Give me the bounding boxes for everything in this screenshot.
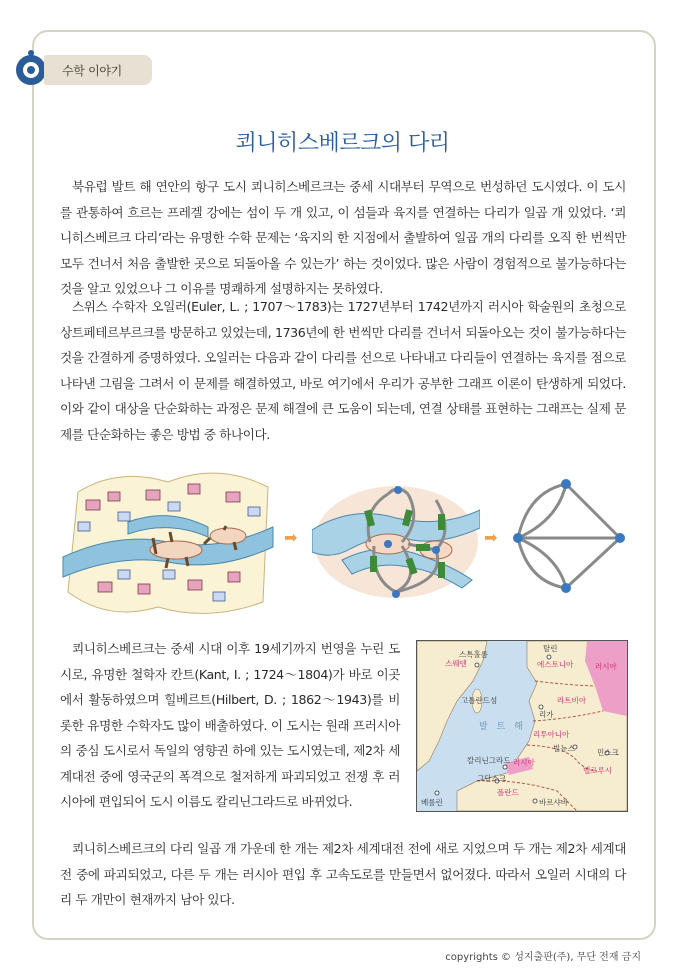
map-label: 베를린 xyxy=(421,798,443,807)
paragraph-bridges-today: 쾨니히스베르크의 다리 일곱 개 가운데 한 개는 제2차 세계대전 전에 새로 지었으며 두 개는 제2차 세계대전 중에 파괴되었고, 다른 두 개는 러시아 편입 후 고속도로를 만들면서 없어졌다. 따라서 오일러 시대의 다리 두 개만이 현재까지 남아 있다. xyxy=(60,841,626,907)
map-label: 스웨덴 xyxy=(445,659,467,668)
map-label: 발 트 해 xyxy=(479,722,526,732)
map-label: 민스크 xyxy=(597,748,619,757)
graph-node xyxy=(513,533,523,543)
map-label: 라트비아 xyxy=(557,696,586,705)
map-label: 고틀란드섬 xyxy=(461,696,498,705)
arrow-right-icon: ➡ xyxy=(284,528,298,547)
baltic-region-map xyxy=(416,640,628,812)
paragraph-history: 쾨니히스베르크는 중세 시대 이후 19세기까지 번영을 누린 도시로, 유명한 철학자 칸트(Kant, I. ; 1724～1804)가 바로 이곳에서 활동하였으며 힐베르트(Hilbert, D. ; 1862～1943)를 비롯한 유명한 수학자도 많이 배출하였다. 이 도시는 원래 프러시아의 중심 도시로서 독일의 영향권 하에 있는 도시였는데, 제2차 세계대전 중에 영국군의 폭격으로 철저하게 파괴되었고 전쟁 후 러시아에 편입되어 도시 이름도 칼리닌그라드로 바뀌었다. xyxy=(60,641,400,809)
map-label: 리가 xyxy=(539,710,554,719)
map-label: 빌뉴스 xyxy=(553,744,575,753)
arrow-right-icon: ➡ xyxy=(484,528,498,547)
page-title: 쾨니히스베르크의 다리 xyxy=(235,131,450,156)
map-label: 러시아 xyxy=(595,662,617,671)
map-label: 탈린 xyxy=(543,644,558,653)
map-label: 리투아니아 xyxy=(533,730,570,739)
map-label: 스톡홀름 xyxy=(459,650,488,659)
map-label: 폴란드 xyxy=(497,788,519,797)
graph-node xyxy=(615,533,625,543)
map-label: 벨로루시 xyxy=(583,766,612,775)
section-label: 수학 이야기 xyxy=(62,64,122,78)
map-label: 바르샤바 xyxy=(539,798,568,807)
map-label: 러시아 xyxy=(513,758,535,767)
graph-node xyxy=(561,479,571,489)
paragraph-intro: 북유럽 발트 해 연안의 항구 도시 쾨니히스베르크는 중세 시대부터 무역으로 번성하던 도시였다. 이 도시를 관통하여 흐르는 프레겔 강에는 섬이 두 개 있고, 이 섬들과 육지를 연결하는 다리가 일곱 개 있었다. ‘쾨니히스베르크 다리’라는 유명한 수학 문제는 ‘육지의 한 지점에서 출발하여 일곱 개의 다리를 오직 한 번씩만 모두 건너서 처음 출발한 곳으로 되돌아올 수 있는가’ 하는 것이었다. 많은 사람이 경험적으로 불가능하다는 것을 알고 있었으나 그 이유를 명쾌하게 설명하지는 못하였다. xyxy=(60,179,626,296)
konigsberg-city-illustration xyxy=(58,462,278,620)
map-label: 그단스크 xyxy=(477,774,506,783)
copyright-notice: copyrights © 성지출판(주), 무단 전재 금지 xyxy=(445,952,641,963)
river-bridges-diagram xyxy=(312,470,480,610)
graph-node xyxy=(561,583,571,593)
section-tab xyxy=(44,55,152,85)
euler-graph-diagram xyxy=(508,470,634,610)
paragraph-euler: 스위스 수학자 오일러(Euler, L. ; 1707～1783)는 1727년부터 1742년까지 러시아 학술원의 초청으로 상트페테르부르크를 방문하고 있었는데, 1736년에 한 번씩만 다리를 건너서 되돌아오는 것이 불가능하다는 것을 간결하게 증명하였다. 오일러는 다음과 같이 다리를 선으로 나타내고 다리들이 연결하는 육지를 점으로 나타낸 그림을 그려서 이 문제를 해결하였고, 바로 여기에서 우리가 공부한 그래프 이론이 탄생하게 되었다. 이와 같이 대상을 단순화하는 과정은 문제 해결에 큰 도움이 되는데, 연결 상태를 표현하는 그래프는 실제 문제를 단순화하는 좋은 방법 중 하나이다. xyxy=(60,299,626,442)
map-label: 칼리닌그라드 xyxy=(467,756,511,765)
map-label: 에스토니아 xyxy=(537,660,574,669)
